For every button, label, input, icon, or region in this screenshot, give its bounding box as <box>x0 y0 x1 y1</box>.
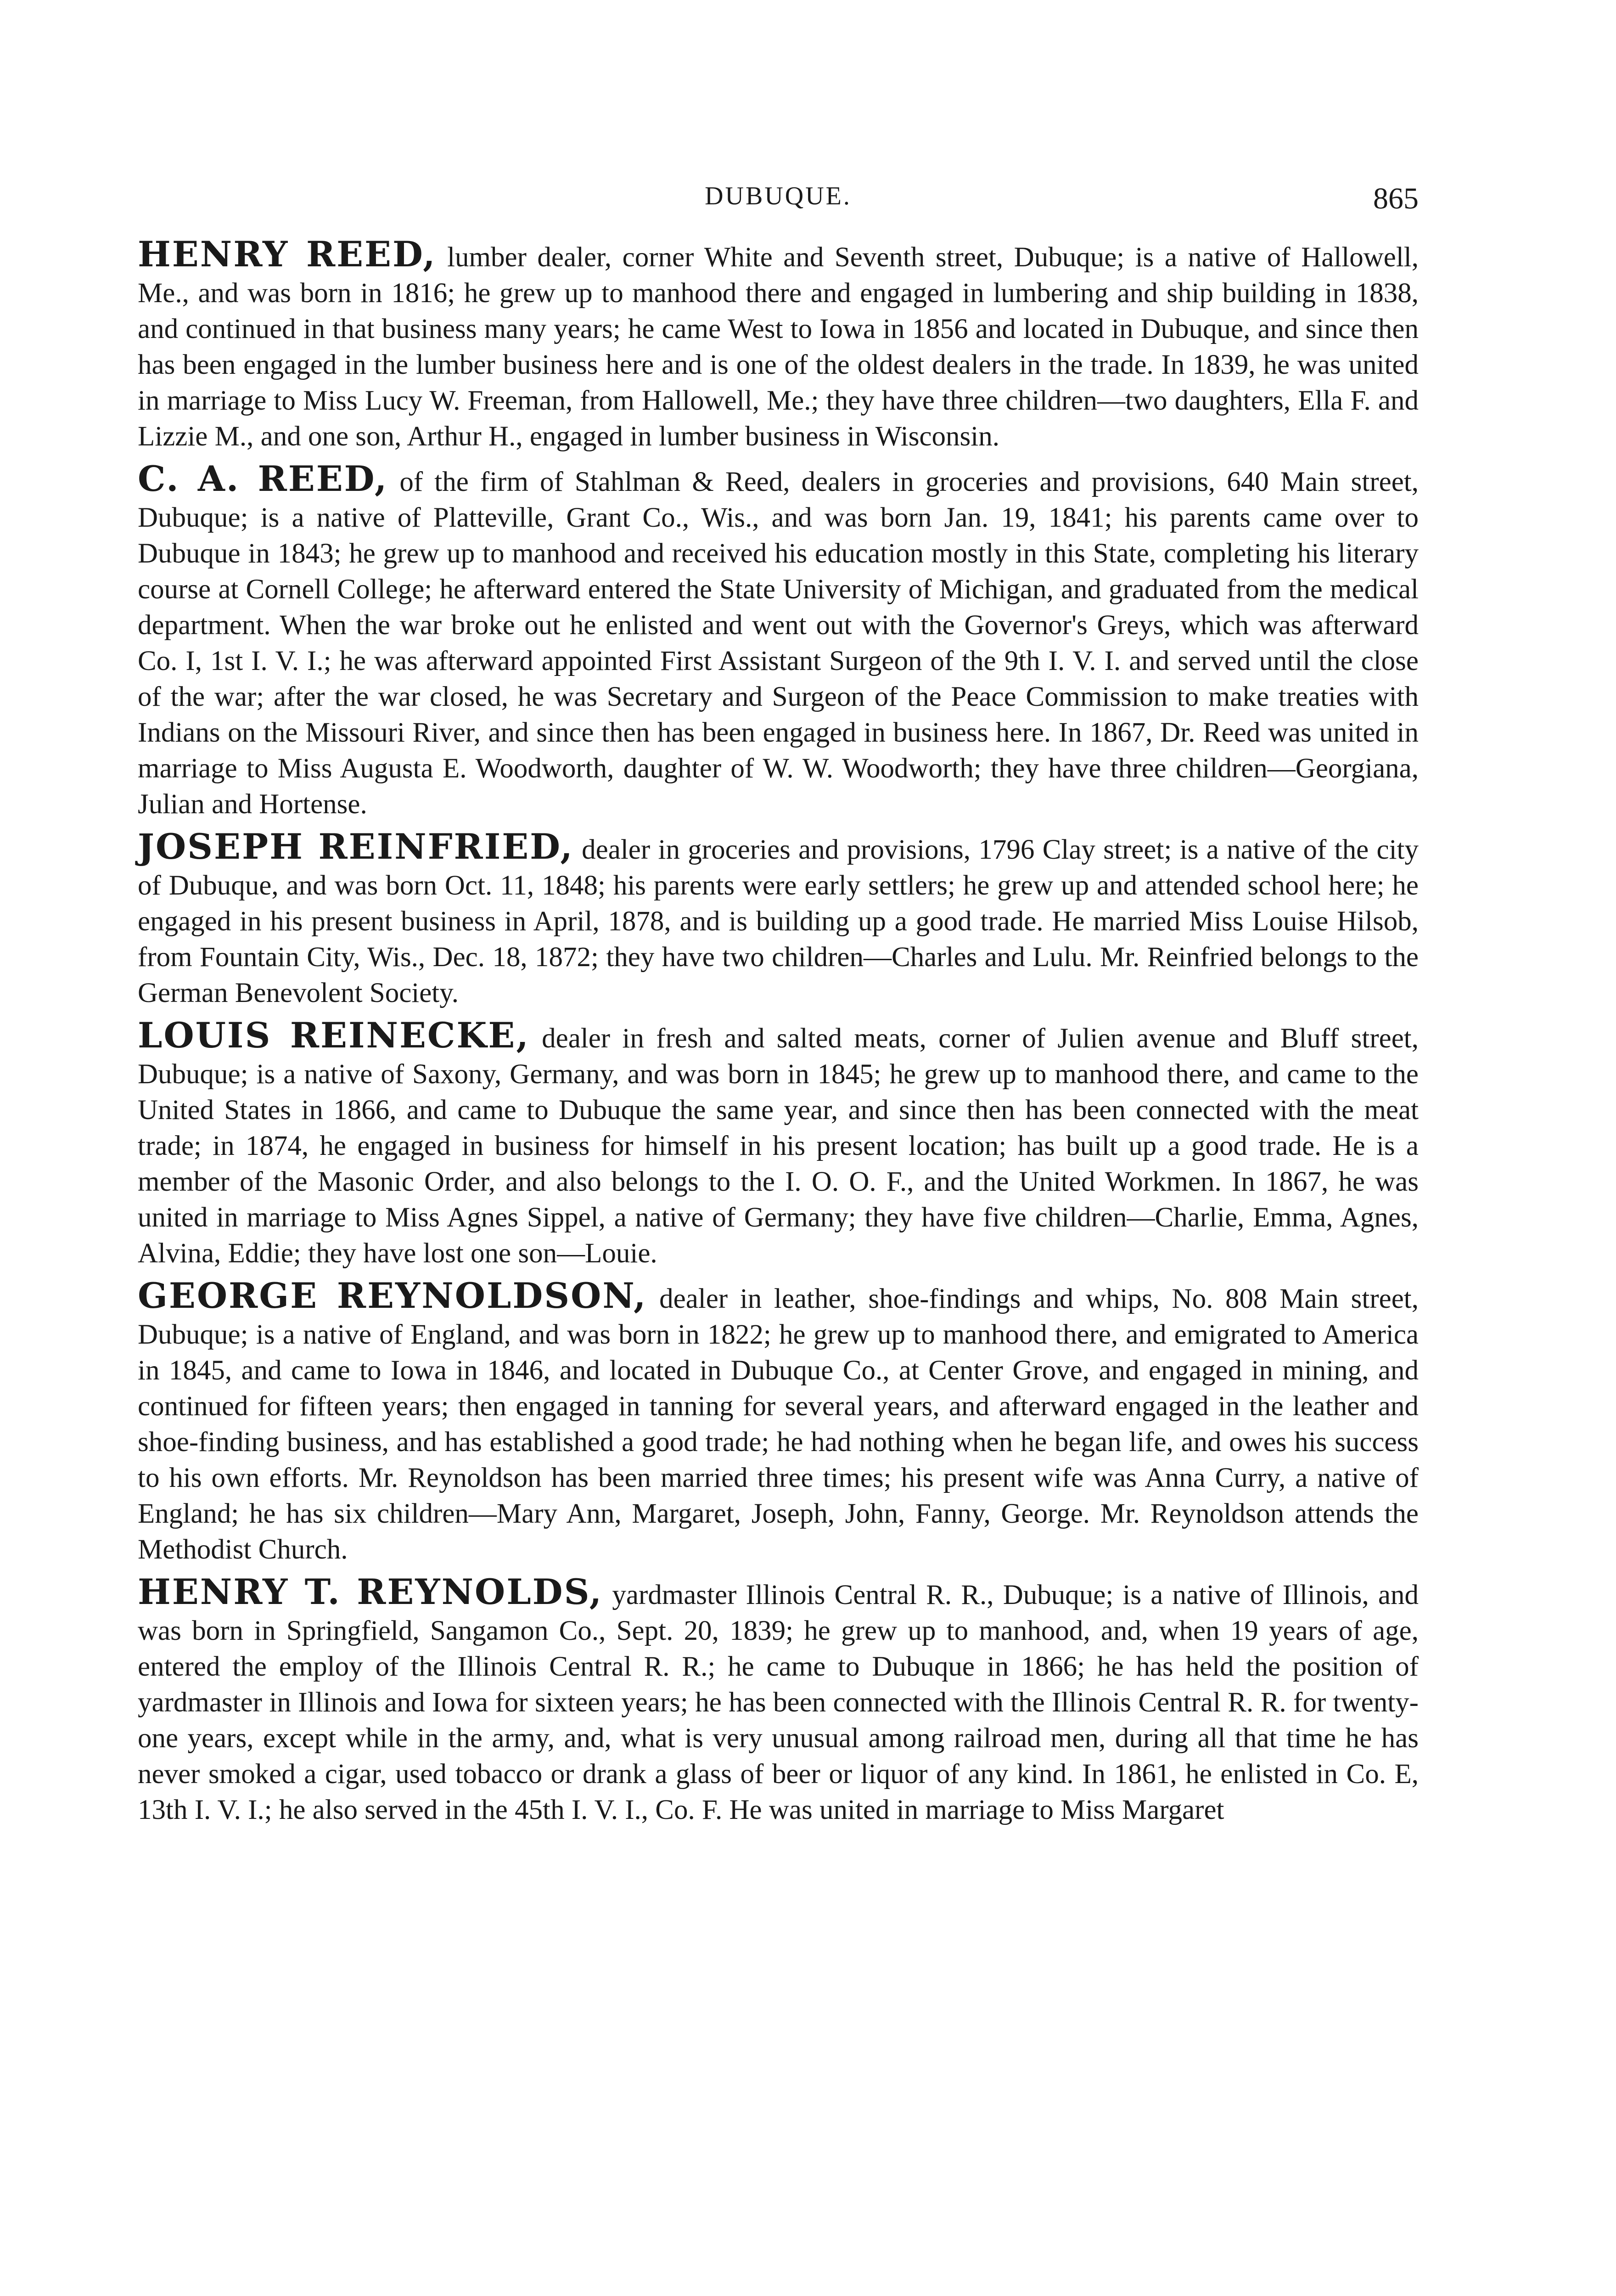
running-title: DUBUQUE. <box>705 182 852 210</box>
book-page <box>138 181 1419 1835</box>
page-number: 865 <box>1373 182 1419 215</box>
entry-text: dealer in groceries and provisions, 1796 Clay street; is a native of the city of Dubuque, and was born Oct. 11, 1848; his parents were early settlers; he grew up and attended school here; he engaged in his present business in April, 1878, and is building up a good trade. He married Miss Louise Hilsob, from Fountain City, Wis., Dec. 18, 1872; they have two children—Charles and Lulu. Mr. Reinfried belongs to the German Benevolent Society. <box>138 834 1419 1008</box>
entry-joseph-reinfried <box>138 826 1419 1011</box>
entry-george-reynoldson <box>138 1275 1419 1568</box>
entry-henry-reed <box>138 236 1419 455</box>
entry-text: dealer in leather, shoe-findings and whips, No. 808 Main street, Dubuque; is a native of England, and was born in 1822; he grew up to manhood there, and emigrated to America in 1845, and came to Iowa in 1846, and located in Dubuque Co., at Center Grove, and engaged in mining, and continued for fifteen years; then engaged in tanning for several years, and afterward engaged in the leather and shoe-finding business, and has established a good trade; he had nothing when he began life, and owes his success to his own efforts. Mr. Reynoldson has been married three times; his present wife was Anna Curry, a native of England; he has six children—Mary Ann, Margaret, Joseph, John, Fanny, George. Mr. Reynoldson attends the Methodist Church. <box>138 1283 1419 1565</box>
entry-name: C. A. REED, <box>138 458 388 499</box>
entry-louis-reinecke <box>138 1015 1419 1272</box>
entry-name: HENRY REED, <box>138 234 437 275</box>
entry-name: HENRY T. REYNOLDS, <box>138 1571 603 1612</box>
entry-name: JOSEPH REINFRIED, <box>138 826 574 867</box>
entry-text: yardmaster Illinois Central R. R., Dubuque; is a native of Illinois, and was born in Springfield, Sangamon Co., Sept. 20, 1839; he grew up to manhood, and, when 19 years of age, entered the employ of the Illinois Central R. R.; he came to Dubuque in 1866; he has held the position of yardmaster in Illinois and Iowa for sixteen years; he has been connected with the Illinois Central R. R. for twenty-one years, except while in the army, and, what is very unusual among railroad men, during all that time he has never smoked a cigar, used tobacco or drank a glass of beer or liquor of any kind. In 1861, he enlisted in Co. E, 13th I. V. I.; he also served in the 45th I. V. I., Co. F. He was united in marriage to Miss Margaret <box>138 1580 1419 1825</box>
entry-text: lumber dealer, corner White and Seventh street, Dubuque; is a native of Hallowell, Me., and was born in 1816; he grew up to manhood there and engaged in lumbering and ship building in 1838, and continued in that business many years; he came West to Iowa in 1856 and located in Dubuque, and since then has been engaged in the lumber business here and is one of the oldest dealers in the trade. In 1839, he was united in marriage to Miss Lucy W. Freeman, from Hallowell, Me.; they have three children—two daughters, Ella F. and Lizzie M., and one son, Arthur H., engaged in lumber business in Wisconsin. <box>138 242 1419 452</box>
entry-name: GEORGE REYNOLDSON, <box>138 1275 647 1316</box>
entry-c-a-reed <box>138 458 1419 822</box>
running-head <box>138 181 1419 218</box>
entry-text: of the firm of Stahlman & Reed, dealers in groceries and provisions, 640 Main street, Dubuque; is a native of Platteville, Grant Co., Wis., and was born Jan. 19, 1841; his parents came over to Dubuque in 1843; he grew up to manhood and received his education mostly in this State, completing his literary course at Cornell College; he afterward entered the State University of Michigan, and graduated from the medical department. When the war broke out he enlisted and went out with the Governor's Greys, which was afterward Co. I, 1st I. V. I.; he was afterward appointed First Assistant Surgeon of the 9th I. V. I. and served until the close of the war; after the war closed, he was Secretary and Surgeon of the Peace Commission to make treaties with Indians on the Missouri River, and since then has been engaged in business here. In 1867, Dr. Reed was united in marriage to Miss Augusta E. Woodworth, daughter of W. W. Woodworth; they have three children—Georgiana, Julian and Hortense. <box>138 467 1419 820</box>
entry-text: dealer in fresh and salted meats, corner of Julien avenue and Bluff street, Dubuque; is a native of Saxony, Germany, and was born in 1845; he grew up to manhood there, and came to the United States in 1866, and came to Dubuque the same year, and since then has been connected with the meat trade; in 1874, he engaged in business for himself in his present location; has built up a good trade. He is a member of the Masonic Order, and also belongs to the I. O. O. F., and the United Workmen. In 1867, he was united in marriage to Miss Agnes Sippel, a native of Germany; they have five children—Charlie, Emma, Agnes, Alvina, Eddie; they have lost one son—Louie. <box>138 1023 1419 1269</box>
entry-name: LOUIS REINECKE, <box>138 1015 530 1056</box>
entry-henry-t-reynolds <box>138 1571 1419 1828</box>
